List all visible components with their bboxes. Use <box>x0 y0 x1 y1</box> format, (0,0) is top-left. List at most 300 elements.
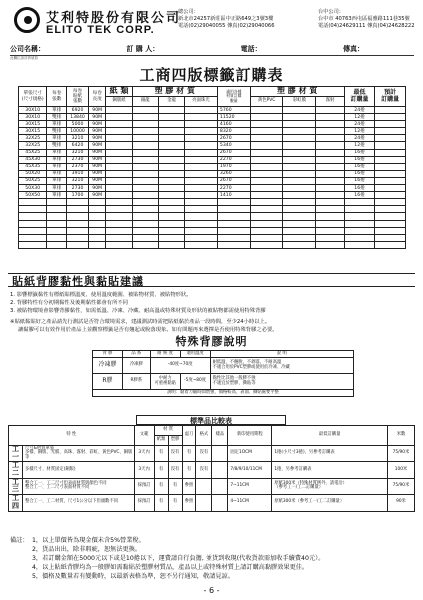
comparison-title: 標準品比較表 <box>136 415 286 425</box>
cell-gold[interactable] <box>158 142 184 149</box>
cell-expected-order[interactable] <box>375 163 406 170</box>
empty-cell[interactable] <box>19 241 47 248</box>
row-qty: 2270 <box>217 156 250 163</box>
cell-yellow-pvc[interactable] <box>250 185 283 192</box>
cmp-row-cut: 參照 <box>182 478 196 494</box>
empty-cell[interactable] <box>47 206 67 213</box>
order-info-line <box>10 44 414 56</box>
cmp-row-size: 3天內 <box>134 446 154 462</box>
empty-cell[interactable] <box>316 227 344 234</box>
empty-cell[interactable] <box>217 241 250 248</box>
cell-gold[interactable] <box>158 177 184 184</box>
empty-cell[interactable] <box>316 206 344 213</box>
remark-item: 4，以上貼紙背膠均為一般膠如需黏貼於塑膠材質品，產品以上或特殊材質上請訂購高黏膠效果更佳。 <box>32 563 309 571</box>
cell-gold[interactable] <box>158 128 184 135</box>
cell-silver[interactable] <box>132 121 158 128</box>
cell-coated[interactable] <box>106 107 132 114</box>
special-glue-table <box>92 350 354 397</box>
cell-rainbow[interactable] <box>283 156 316 163</box>
empty-cell[interactable] <box>158 220 184 227</box>
cell-pearl[interactable] <box>185 135 218 142</box>
empty-cell[interactable] <box>375 241 406 248</box>
cell-pearl[interactable] <box>185 114 218 121</box>
cell-pearl[interactable] <box>185 185 218 192</box>
hq-address-block <box>178 9 275 30</box>
cell-yellow-pvc[interactable] <box>250 149 283 156</box>
row-type: 單排 <box>47 192 67 199</box>
empty-cell[interactable] <box>88 199 105 206</box>
cell-gold[interactable] <box>158 107 184 114</box>
cell-silver[interactable] <box>132 114 158 121</box>
cmp-row-paper: 有 <box>154 462 168 478</box>
cell-rainbow[interactable] <box>283 149 316 156</box>
col-each-label: 每卷 貼紙 張數 <box>67 87 89 107</box>
row-size: 50X25 <box>19 177 47 184</box>
empty-cell[interactable] <box>158 227 184 234</box>
row-min-order: 16捲 <box>344 149 375 156</box>
empty-cell[interactable] <box>67 241 89 248</box>
empty-cell[interactable] <box>158 206 184 213</box>
cell-matte[interactable] <box>316 177 344 184</box>
empty-cell[interactable] <box>217 220 250 227</box>
empty-cell[interactable] <box>185 199 218 206</box>
cell-rainbow[interactable] <box>283 135 316 142</box>
cmp-row-type: 工一 <box>9 446 23 462</box>
cmp-row-size: 採預訂 <box>134 478 154 494</box>
tc-address: 台中市 40763西屯區福雅路111巷35號 <box>318 16 410 23</box>
cell-yellow-pvc[interactable] <box>250 177 283 184</box>
cell-coated[interactable] <box>106 177 132 184</box>
empty-cell[interactable] <box>375 199 406 206</box>
empty-cell[interactable] <box>88 206 105 213</box>
cell-expected-order[interactable] <box>375 192 406 199</box>
cell-expected-order[interactable] <box>375 107 406 114</box>
row-length: 90M <box>88 177 105 184</box>
empty-cell[interactable] <box>67 206 89 213</box>
row-size: 50X50 <box>19 192 47 199</box>
row-length: 90M <box>88 128 105 135</box>
cell-gold[interactable] <box>158 185 184 192</box>
cell-pearl[interactable] <box>185 121 218 128</box>
empty-cell[interactable] <box>88 213 105 220</box>
cell-pearl[interactable] <box>185 170 218 177</box>
cell-yellow-pvc[interactable] <box>250 156 283 163</box>
empty-cell[interactable] <box>132 227 158 234</box>
empty-cell[interactable] <box>67 220 89 227</box>
cell-matte[interactable] <box>316 156 344 163</box>
cell-yellow-pvc[interactable] <box>250 128 283 135</box>
empty-cell[interactable] <box>106 227 132 234</box>
cmp-row-proof <box>212 478 228 494</box>
cell-coated[interactable] <box>106 142 132 149</box>
row-size: 32X25 <box>19 142 47 149</box>
empty-cell[interactable] <box>132 234 158 241</box>
row-count: 13840 <box>67 114 89 121</box>
row-qty: 4160 <box>217 121 250 128</box>
empty-cell[interactable] <box>250 199 283 206</box>
cell-expected-order[interactable] <box>375 142 406 149</box>
row-qty: 2670 <box>217 177 250 184</box>
cell-yellow-pvc[interactable] <box>250 107 283 114</box>
cell-silver[interactable] <box>132 107 158 114</box>
empty-cell[interactable] <box>344 234 375 241</box>
cmp-row-min: 原紙300米（參考工一/工二訂購量） <box>272 495 388 511</box>
empty-cell[interactable] <box>375 206 406 213</box>
cell-rainbow[interactable] <box>283 192 316 199</box>
col-min-order: 最低 訂購量 <box>344 87 375 107</box>
empty-cell[interactable] <box>344 220 375 227</box>
empty-cell[interactable] <box>19 199 47 206</box>
cell-expected-order[interactable] <box>375 114 406 121</box>
cmp-row-type: 工四 <box>9 495 23 511</box>
empty-cell[interactable] <box>375 220 406 227</box>
empty-cell[interactable] <box>132 213 158 220</box>
empty-cell[interactable] <box>185 234 218 241</box>
phone-field[interactable]: 電話： <box>240 45 262 53</box>
order-row <box>19 163 406 170</box>
empty-cell[interactable] <box>250 241 283 248</box>
row-type: 單排 <box>47 107 67 114</box>
row-type: 單排 <box>47 156 67 163</box>
special-col-temp: 適用溫度 <box>180 351 210 358</box>
cell-rainbow[interactable] <box>283 177 316 184</box>
empty-cell[interactable] <box>185 213 218 220</box>
empty-cell[interactable] <box>283 199 316 206</box>
remarks-block <box>10 537 415 582</box>
cmp-row-min: 1捲(小尺寸3捲)，另參考訂購表 <box>272 446 388 462</box>
cell-gold[interactable] <box>158 149 184 156</box>
empty-cell[interactable] <box>217 206 250 213</box>
order-row <box>19 121 406 128</box>
cell-matte[interactable] <box>316 121 344 128</box>
cmp-row-cut: 參照 <box>182 495 196 511</box>
cell-pearl[interactable] <box>185 128 218 135</box>
cell-gold[interactable] <box>158 135 184 142</box>
hq-address: 新北市24257新莊區中正路649之3號3樓 <box>178 16 274 23</box>
cell-pearl[interactable] <box>185 142 218 149</box>
cell-silver[interactable] <box>132 149 158 156</box>
row-type: 單排 <box>47 135 67 142</box>
empty-cell[interactable] <box>185 220 218 227</box>
empty-cell[interactable] <box>283 241 316 248</box>
cell-coated[interactable] <box>106 135 132 142</box>
cell-gold[interactable] <box>158 163 184 170</box>
empty-cell[interactable] <box>250 220 283 227</box>
row-qty: 5760 <box>217 107 250 114</box>
empty-cell[interactable] <box>88 227 105 234</box>
cell-coated[interactable] <box>106 149 132 156</box>
empty-cell[interactable] <box>217 199 250 206</box>
order-row <box>19 142 406 149</box>
empty-cell[interactable] <box>19 234 47 241</box>
empty-cell[interactable] <box>132 220 158 227</box>
empty-cell[interactable] <box>67 199 89 206</box>
row-count: 2730 <box>67 156 89 163</box>
order-row-empty <box>19 234 406 241</box>
cell-pearl[interactable] <box>185 149 218 156</box>
empty-cell[interactable] <box>344 241 375 248</box>
cell-matte[interactable] <box>316 107 344 114</box>
remark-item: 3，若訂購金額在5000元以下或是10捲以下，運費請自行負擔, 並貨到收現(代收貨款需加收手續費40元）。 <box>32 554 325 562</box>
row-size: 45X30 <box>19 156 47 163</box>
empty-cell[interactable] <box>106 199 132 206</box>
empty-cell[interactable] <box>283 206 316 213</box>
empty-cell[interactable] <box>88 241 105 248</box>
empty-cell[interactable] <box>19 227 47 234</box>
cell-gold[interactable] <box>158 156 184 163</box>
empty-cell[interactable] <box>47 234 67 241</box>
order-table <box>18 86 406 249</box>
empty-cell[interactable] <box>375 227 406 234</box>
comparison-row <box>9 462 415 478</box>
empty-cell[interactable] <box>344 199 375 206</box>
special-col-desc: 說 明 <box>210 351 353 358</box>
empty-cell[interactable] <box>185 206 218 213</box>
cell-gold[interactable] <box>158 192 184 199</box>
cell-silver[interactable] <box>132 135 158 142</box>
empty-cell[interactable] <box>106 206 132 213</box>
cmp-row-plastic: 沒有 <box>168 462 182 478</box>
cmp-col-time: 新印使用期程 <box>228 426 272 446</box>
cell-coated[interactable] <box>106 163 132 170</box>
cmp-row-plastic: 沒有 <box>168 446 182 462</box>
col-qty-material: 適用各種 材質訂購 數量 <box>217 87 250 107</box>
cell-yellow-pvc[interactable] <box>250 163 283 170</box>
cell-coated[interactable] <box>106 114 132 121</box>
cell-matte[interactable] <box>316 149 344 156</box>
cell-expected-order[interactable] <box>375 156 406 163</box>
empty-cell[interactable] <box>316 220 344 227</box>
row-size: 30X15 <box>19 121 47 128</box>
order-row-empty <box>19 206 406 213</box>
empty-cell[interactable] <box>250 234 283 241</box>
cmp-row-proof <box>212 446 228 462</box>
cell-silver[interactable] <box>132 142 158 149</box>
remark-item: 1，以上單價皆為現金價未含5%營業稅。 <box>32 537 145 544</box>
cell-rainbow[interactable] <box>283 163 316 170</box>
special-glue-desc: 黏性比其他一般膠不強 不適宜於塑膠、撕貼等 <box>210 374 353 390</box>
empty-cell[interactable] <box>283 213 316 220</box>
cell-matte[interactable] <box>316 163 344 170</box>
cmp-col-cut: 虛刀 <box>182 426 196 446</box>
empty-cell[interactable] <box>217 227 250 234</box>
cell-rainbow[interactable] <box>283 170 316 177</box>
empty-cell[interactable] <box>344 213 375 220</box>
empty-cell[interactable] <box>283 220 316 227</box>
cell-yellow-pvc[interactable] <box>250 121 283 128</box>
order-row <box>19 170 406 177</box>
empty-cell[interactable] <box>283 234 316 241</box>
cell-expected-order[interactable] <box>375 185 406 192</box>
row-type: 單排 <box>47 177 67 184</box>
hq-label: 總公司： <box>178 9 199 15</box>
cell-expected-order[interactable] <box>375 121 406 128</box>
empty-cell[interactable] <box>375 234 406 241</box>
empty-cell[interactable] <box>185 227 218 234</box>
cell-coated[interactable] <box>106 121 132 128</box>
cell-silver[interactable] <box>132 185 158 192</box>
row-type: 雙排 <box>47 114 67 121</box>
empty-cell[interactable] <box>132 199 158 206</box>
cell-pearl[interactable] <box>185 156 218 163</box>
remark-item: 2，貨品出出，除非瑕疵，恕無法更換。 <box>32 545 142 553</box>
cell-yellow-pvc[interactable] <box>250 192 283 199</box>
cmp-row-meter: 100米 <box>387 462 414 478</box>
empty-cell[interactable] <box>67 227 89 234</box>
empty-cell[interactable] <box>132 206 158 213</box>
empty-cell[interactable] <box>19 206 47 213</box>
empty-cell[interactable] <box>106 220 132 227</box>
empty-cell[interactable] <box>250 206 283 213</box>
fax-field[interactable]: 傳真： <box>343 45 364 53</box>
orderer-field[interactable]: 訂 購 人： <box>126 45 160 53</box>
row-length: 90M <box>88 142 105 149</box>
cell-expected-order[interactable] <box>375 177 406 184</box>
cell-expected-order[interactable] <box>375 135 406 142</box>
cell-silver[interactable] <box>132 163 158 170</box>
order-row <box>19 114 406 121</box>
cell-expected-order[interactable] <box>375 149 406 156</box>
cell-silver[interactable] <box>132 128 158 135</box>
empty-cell[interactable] <box>67 234 89 241</box>
empty-cell[interactable] <box>375 213 406 220</box>
col-each-roll: 每卷 長度 <box>88 87 105 107</box>
hq-phone: 電話(02)29040055 傳真(02)29040066 <box>178 23 275 30</box>
note-item: 2. 背膠特性有分初期黏性及後期黏性都會有所不同 <box>10 300 128 307</box>
cmp-col-plastic: 塑膠 <box>168 436 182 446</box>
empty-cell[interactable] <box>132 241 158 248</box>
cell-matte[interactable] <box>316 135 344 142</box>
cmp-row-size: 採預訂 <box>134 495 154 511</box>
cell-coated[interactable] <box>106 192 132 199</box>
empty-cell[interactable] <box>316 234 344 241</box>
cell-matte[interactable] <box>316 142 344 149</box>
cell-rainbow[interactable] <box>283 128 316 135</box>
cell-matte[interactable] <box>316 114 344 121</box>
empty-cell[interactable] <box>344 227 375 234</box>
empty-cell[interactable] <box>158 241 184 248</box>
empty-cell[interactable] <box>106 241 132 248</box>
empty-cell[interactable] <box>106 234 132 241</box>
tc-phone: 電話(04)24629111 傳真(04)24628222 <box>318 23 415 30</box>
special-col-glue: 背 膠 <box>93 351 123 358</box>
empty-cell[interactable] <box>316 213 344 220</box>
note-item: 3. 被貼物環境會影響背膠黏性，如需低溫、冷凍、冷藏、耐高溫或特殊材質及形狀的被貼物都需使用特殊背膠 <box>10 308 266 315</box>
cmp-col-proof: 樣品 <box>212 426 228 446</box>
page-title: 工商四版標籤訂購表 <box>139 66 284 84</box>
cmp-row-format: 沒有 <box>196 446 212 462</box>
cell-coated[interactable] <box>106 156 132 163</box>
cell-silver[interactable] <box>132 170 158 177</box>
special-col-weather: 耐 候 度 <box>150 351 180 358</box>
cell-gold[interactable] <box>158 121 184 128</box>
cell-expected-order[interactable] <box>375 128 406 135</box>
cell-yellow-pvc[interactable] <box>250 114 283 121</box>
empty-cell[interactable] <box>47 227 67 234</box>
cell-pearl[interactable] <box>185 163 218 170</box>
cell-silver[interactable] <box>132 156 158 163</box>
cell-matte[interactable] <box>316 128 344 135</box>
row-length: 90M <box>88 114 105 121</box>
empty-cell[interactable] <box>316 241 344 248</box>
empty-cell[interactable] <box>217 234 250 241</box>
empty-cell[interactable] <box>158 234 184 241</box>
row-count: 3910 <box>67 170 89 177</box>
row-min-order: 16捲 <box>344 163 375 170</box>
empty-cell[interactable] <box>67 213 89 220</box>
empty-cell[interactable] <box>47 213 67 220</box>
empty-cell[interactable] <box>316 199 344 206</box>
empty-cell[interactable] <box>106 213 132 220</box>
cmp-row-cut: 有 <box>182 446 196 462</box>
cell-rainbow[interactable] <box>283 142 316 149</box>
empty-cell[interactable] <box>344 206 375 213</box>
cell-rainbow[interactable] <box>283 107 316 114</box>
cell-coated[interactable] <box>106 170 132 177</box>
cell-matte[interactable] <box>316 185 344 192</box>
row-size: 30X10 <box>19 107 47 114</box>
empty-cell[interactable] <box>47 220 67 227</box>
cell-rainbow[interactable] <box>283 121 316 128</box>
empty-cell[interactable] <box>88 220 105 227</box>
empty-cell[interactable] <box>217 213 250 220</box>
empty-cell[interactable] <box>158 199 184 206</box>
cell-pearl[interactable] <box>185 177 218 184</box>
cell-rainbow[interactable] <box>283 114 316 121</box>
cell-silver[interactable] <box>132 192 158 199</box>
empty-cell[interactable] <box>19 213 47 220</box>
empty-cell[interactable] <box>283 227 316 234</box>
row-length: 90M <box>88 156 105 163</box>
row-type: 雙排 <box>47 142 67 149</box>
cell-yellow-pvc[interactable] <box>250 142 283 149</box>
empty-cell[interactable] <box>19 220 47 227</box>
empty-cell[interactable] <box>185 241 218 248</box>
comparison-row <box>9 446 415 462</box>
empty-cell[interactable] <box>47 241 67 248</box>
cell-rainbow[interactable] <box>283 185 316 192</box>
cell-silver[interactable] <box>132 177 158 184</box>
empty-cell[interactable] <box>250 213 283 220</box>
cell-coated[interactable] <box>106 128 132 135</box>
row-qty: 2670 <box>217 149 250 156</box>
row-qty: 3260 <box>217 170 250 177</box>
row-min-order: 12捲 <box>344 114 375 121</box>
cell-expected-order[interactable] <box>375 170 406 177</box>
special-footnote: 說明：黏着力隨時間增強、價格較高、表面、撕貼處要平整 <box>93 390 354 397</box>
cell-gold[interactable] <box>158 114 184 121</box>
row-length: 90M <box>88 135 105 142</box>
cell-matte[interactable] <box>316 170 344 177</box>
company-name-en: ELITO TEK CORP. <box>46 24 155 36</box>
section-title-adhesive: 貼紙背膠黏性與黏貼建議 <box>12 275 144 288</box>
cell-gold[interactable] <box>158 170 184 177</box>
empty-cell[interactable] <box>47 199 67 206</box>
cell-coated[interactable] <box>106 185 132 192</box>
comparison-row <box>9 478 415 494</box>
cell-yellow-pvc[interactable] <box>250 135 283 142</box>
cell-pearl[interactable] <box>185 192 218 199</box>
row-length: 90M <box>88 185 105 192</box>
cell-matte[interactable] <box>316 192 344 199</box>
empty-cell[interactable] <box>250 227 283 234</box>
empty-cell[interactable] <box>158 213 184 220</box>
cell-yellow-pvc[interactable] <box>250 170 283 177</box>
empty-cell[interactable] <box>88 234 105 241</box>
row-size: 50X30 <box>19 185 47 192</box>
company-name-field[interactable]: 公司名稱： <box>10 45 45 53</box>
cell-pearl[interactable] <box>185 107 218 114</box>
